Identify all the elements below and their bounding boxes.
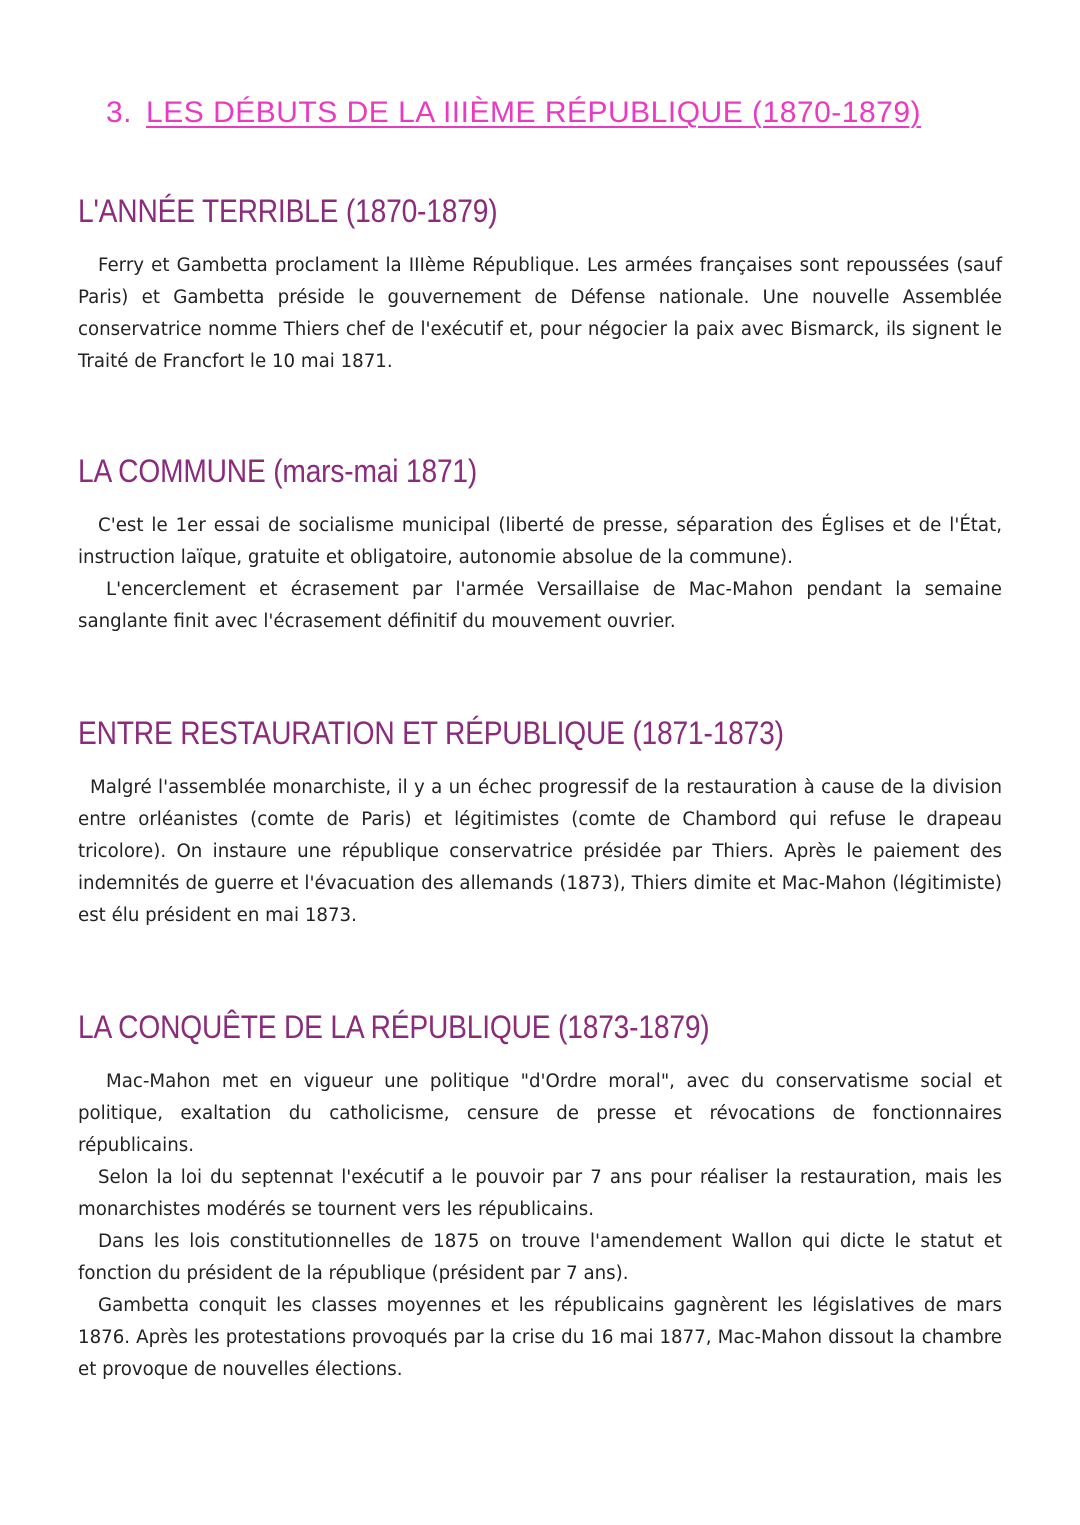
section-heading: ENTRE RESTAURATION ET RÉPUBLIQUE (1871-1873) xyxy=(78,715,784,751)
paragraph: Gambetta conquit les classes moyennes et les républicains gagnèrent les législatives de mars 1876. Après les protestations provoqués par la crise du 16 mai 1877, Mac-Mahon dissout la chambre et provoque de nouvelles élections. xyxy=(78,1295,1002,1380)
section-title: LES DÉBUTS DE LA IIIÈME RÉPUBLIQUE (1870-1879) xyxy=(146,96,921,129)
section-restauration xyxy=(78,715,1002,932)
paragraph: Dans les lois constitutionnelles de 1875 on trouve l'amendement Wallon qui dicte le statut et fonction du président de la république (président par 7 ans). xyxy=(78,1231,1002,1284)
paragraph: Selon la loi du septennat l'exécutif a le pouvoir par 7 ans pour réaliser la restauration, mais les monarchistes modérés se tournent vers les républicains. xyxy=(78,1167,1002,1220)
paragraph: Ferry et Gambetta proclament la IIIème République. Les armées françaises sont repoussées (sauf Paris) et Gambetta préside le gouvernement de Défense nationale. Une nouvelle Assemblée conservatrice nomme Thiers chef de l'exécutif et, pour négocier la paix avec Bismarck, ils signent le Traité de Francfort le 10 mai 1871. xyxy=(78,255,1002,372)
section-annee-terrible xyxy=(78,193,1002,378)
section-number: 3. xyxy=(106,96,133,129)
section-heading: LA CONQUÊTE DE LA RÉPUBLIQUE (1873-1879) xyxy=(78,1009,710,1045)
section-heading: LA COMMUNE (mars-mai 1871) xyxy=(78,453,478,489)
section-commune xyxy=(78,453,1002,638)
section-heading: L'ANNÉE TERRIBLE (1870-1879) xyxy=(78,193,498,229)
main-title xyxy=(106,96,921,130)
paragraph: L'encerclement et écrasement par l'armée Versaillaise de Mac-Mahon pendant la semaine sanglante finit avec l'écrasement définitif du mouvement ouvrier. xyxy=(78,579,1002,632)
paragraph: Malgré l'assemblée monarchiste, il y a un échec progressif de la restauration à cause de la division entre orléanistes (comte de Paris) et légitimistes (comte de Chambord qui refuse le drapeau tricolore). On instaure une république conservatrice présidée par Thiers. Après le paiement des indemnités de guerre et l'évacuation des allemands (1873), Thiers dimite et Mac-Mahon (légitimiste) est élu président en mai 1873. xyxy=(78,777,1002,926)
paragraph: C'est le 1er essai de socialisme municipal (liberté de presse, séparation des Églises et de l'État, instruction laïque, gratuite et obligatoire, autonomie absolue de la commune). xyxy=(78,515,1002,568)
paragraph: Mac-Mahon met en vigueur une politique "d'Ordre moral", avec du conservatisme social et politique, exaltation du catholicisme, censure de presse et révocations de fonctionnaires républicains. xyxy=(78,1071,1002,1156)
section-conquete xyxy=(78,1009,1002,1386)
